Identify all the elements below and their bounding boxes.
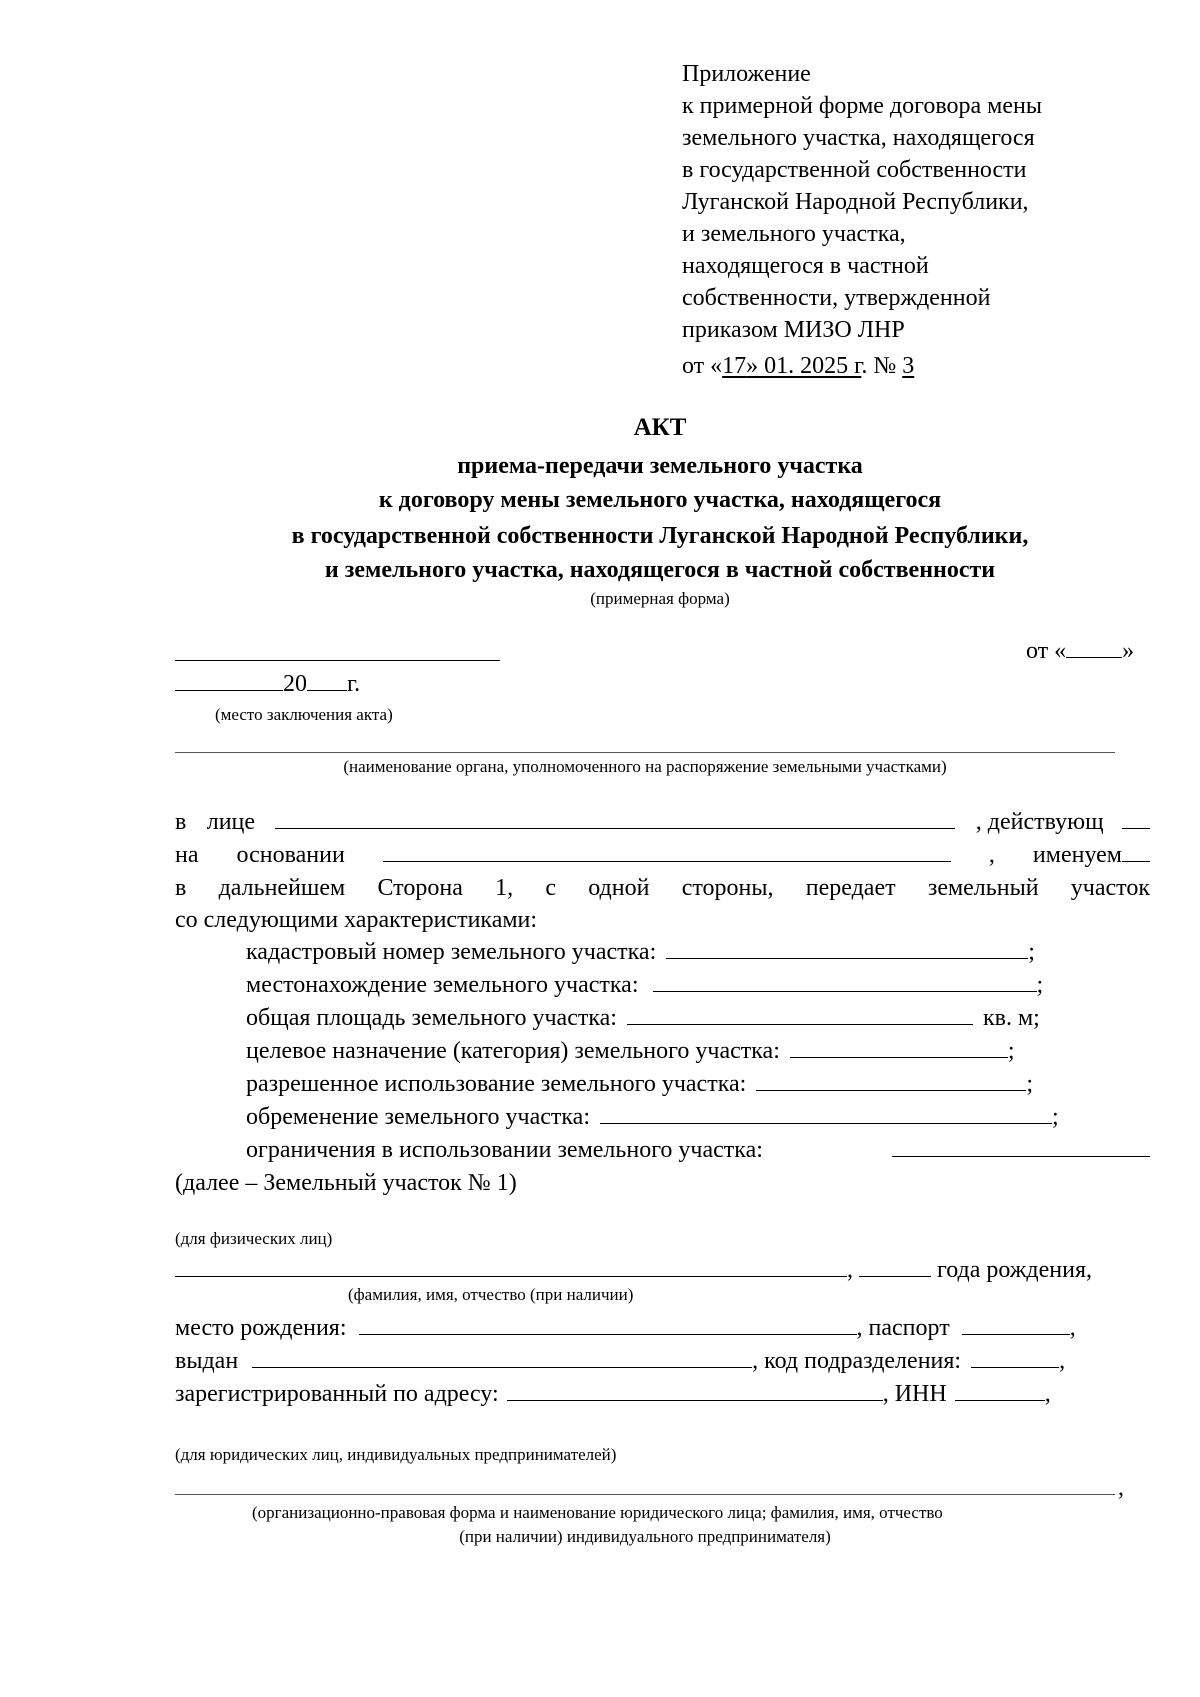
- label: именуем: [1032, 842, 1122, 868]
- legal-entity-blank: [175, 1494, 1115, 1495]
- document-title: АКТ: [633, 414, 687, 441]
- appendix-line: приказом МИЗО ЛНР: [682, 317, 905, 343]
- appendix-line: собственности, утвержденной: [682, 285, 991, 311]
- legal-entity-caption: (при наличии) индивидуального предпринимателя): [459, 1527, 831, 1546]
- individuals-heading: (для физических лиц): [175, 1229, 333, 1248]
- registered-row: зарегистрированный по адресу: , ИНН ,: [175, 1381, 1051, 1407]
- place-blank: [175, 660, 500, 661]
- fio-row: , года рождения,: [175, 1254, 1092, 1286]
- appendix-line: земельного участка, находящегося: [682, 125, 1035, 151]
- area-row: общая площадь земельного участка: кв. м;: [246, 1005, 1040, 1031]
- subtitle: (примерная форма): [590, 589, 730, 608]
- fio-caption: (фамилия, имя, отчество (при наличии): [348, 1285, 634, 1304]
- issued-row: выдан , код подразделения: ,: [175, 1348, 1066, 1374]
- label: на: [175, 842, 199, 868]
- appendix-line: Луганской Народной Республики,: [682, 189, 1029, 215]
- location-row: местонахождение земельного участка: ;: [246, 972, 1044, 998]
- encumbrance-row: обременение земельного участка: ;: [246, 1104, 1059, 1130]
- label: в: [175, 809, 187, 835]
- title-line: в государственной собственности Луганской Народной Республики,: [291, 523, 1029, 549]
- place-caption: (место заключения акта): [215, 705, 393, 724]
- purpose-row: целевое назначение (категория) земельного участка: ;: [246, 1038, 1015, 1064]
- appendix-line: Приложение: [682, 61, 811, 87]
- hereinafter-text: (далее – Земельный участок № 1): [175, 1170, 517, 1196]
- basis-row: [175, 839, 1150, 871]
- authority-blank: [175, 752, 1115, 753]
- in-person-row: [175, 806, 1150, 838]
- year-field: 20 г.: [175, 668, 360, 700]
- label: основании: [236, 842, 345, 868]
- appendix-line: к примерной форме договора мены: [682, 93, 1042, 119]
- label: лице: [206, 809, 256, 835]
- appendix-line: находящегося в частной: [682, 253, 929, 279]
- authority-caption: (наименование органа, уполномоченного на распоряжение земельными участками): [343, 757, 947, 776]
- title-line: приема-передачи земельного участка: [457, 453, 863, 479]
- order-reference: от «17» 01. 2025 г. № 3: [682, 353, 915, 379]
- appendix-line: в государственной собственности: [682, 157, 1027, 183]
- label: , действующ: [975, 809, 1104, 835]
- title-line: к договору мены земельного участка, находящегося: [378, 487, 942, 513]
- legal-entities-heading: (для юридических лиц, индивидуальных предпринимателей): [175, 1445, 617, 1464]
- birthplace-row: место рождения: , паспорт ,: [175, 1315, 1076, 1341]
- legal-entity-comma: ,: [1118, 1475, 1124, 1501]
- label: ,: [988, 842, 995, 868]
- permitted-use-row: разрешенное использование земельного участка: ;: [246, 1071, 1033, 1097]
- appendix-line: и земельного участка,: [682, 221, 906, 247]
- date-field: от « »: [1026, 638, 1135, 664]
- transfer-text: в дальнейшем Сторона 1, с одной стороны, передает земельный участок: [175, 875, 1150, 901]
- legal-entity-caption: (организационно-правовая форма и наименование юридического лица; фамилия, имя, отчество: [252, 1503, 943, 1522]
- label: ограничения в использовании земельного участка:: [246, 1137, 763, 1163]
- title-line: и земельного участка, находящегося в частной собственности: [324, 557, 996, 583]
- cadastral-row: кадастровый номер земельного участка: ;: [246, 939, 1035, 965]
- restrictions-row: [246, 1134, 1150, 1166]
- transfer-text: со следующими характеристиками:: [175, 907, 538, 933]
